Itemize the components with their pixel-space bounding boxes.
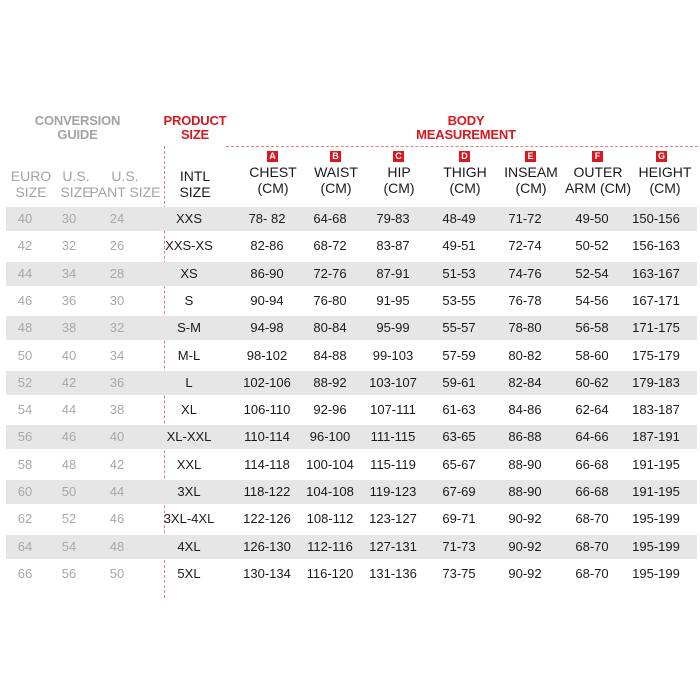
inseam-cell: 72-74 <box>508 238 542 254</box>
thigh-cell: 59-61 <box>442 374 476 390</box>
intl-size-cell: 5XL <box>177 565 201 581</box>
outer-arm-cell: 64-66 <box>575 429 609 445</box>
us-pant-size-cell: 48 <box>109 538 125 554</box>
intl-size-cell: S-M <box>177 320 201 336</box>
inseam-cell: 90-92 <box>508 511 542 527</box>
euro-size-cell: 54 <box>17 402 33 418</box>
height-cell: 163-167 <box>632 265 680 281</box>
inseam-cell: 71-72 <box>508 211 542 226</box>
table-row <box>6 289 697 313</box>
header-us-pant-size: U.S. PANT SIZE <box>89 168 161 200</box>
badge-a: A <box>267 151 278 162</box>
waist-cell: 104-108 <box>306 484 354 499</box>
badge-d: D <box>459 151 470 162</box>
us-size-cell: 50 <box>61 484 77 499</box>
outer-arm-cell: 56-58 <box>575 320 609 336</box>
hip-cell: 83-87 <box>376 238 410 254</box>
intl-size-cell: 3XL-4XL <box>163 511 215 527</box>
hip-cell: 107-111 <box>370 402 416 418</box>
hip-cell: 79-83 <box>376 211 410 226</box>
chest-cell: 114-118 <box>244 456 290 472</box>
us-pant-size-cell: 26 <box>109 238 125 254</box>
badge-b: B <box>330 151 341 162</box>
us-size-cell: 54 <box>61 538 77 554</box>
hip-cell: 123-127 <box>369 511 417 527</box>
us-pant-size-cell: 32 <box>109 320 125 336</box>
hip-cell: 119-123 <box>369 484 417 499</box>
table-row <box>6 562 697 586</box>
outer-arm-cell: 54-56 <box>575 292 609 308</box>
us-pant-size-cell: 36 <box>109 374 125 390</box>
chest-cell: 98-102 <box>246 347 288 363</box>
waist-cell: 116-120 <box>306 565 354 581</box>
outer-arm-cell: 60-62 <box>575 374 609 390</box>
us-size-cell: 56 <box>61 565 77 581</box>
thigh-cell: 51-53 <box>442 265 476 281</box>
table-row <box>6 453 697 477</box>
conversion-guide-title: CONVERSION GUIDE <box>34 113 121 142</box>
intl-size-cell: XS <box>180 265 198 281</box>
chest-cell: 94-98 <box>250 320 284 336</box>
us-pant-size-cell: 28 <box>109 265 125 281</box>
header-waist: WAIST (CM) <box>314 164 358 196</box>
hip-cell: 111-115 <box>370 429 416 445</box>
height-cell: 187-191 <box>632 429 680 445</box>
euro-size-cell: 42 <box>17 238 33 254</box>
us-size-cell: 32 <box>61 238 77 254</box>
euro-size-cell: 52 <box>17 374 33 390</box>
body-measurement-divider <box>226 146 698 147</box>
height-cell: 175-179 <box>632 347 680 363</box>
intl-size-cell: XL <box>181 402 197 418</box>
badge-e: E <box>525 151 536 162</box>
chest-cell: 82-86 <box>250 238 284 254</box>
table-row <box>6 480 697 504</box>
inseam-cell: 86-88 <box>508 429 542 445</box>
chest-cell: 106-110 <box>243 402 291 418</box>
euro-size-cell: 50 <box>17 347 33 363</box>
height-cell: 195-199 <box>632 538 680 554</box>
us-size-cell: 30 <box>61 211 77 226</box>
height-cell: 195-199 <box>632 511 680 527</box>
thigh-cell: 63-65 <box>442 429 476 445</box>
height-cell: 156-163 <box>632 238 680 254</box>
inseam-cell: 88-90 <box>508 456 542 472</box>
thigh-cell: 61-63 <box>442 402 476 418</box>
hip-cell: 103-107 <box>369 374 417 390</box>
chest-cell: 110-114 <box>244 429 290 445</box>
waist-cell: 96-100 <box>309 429 351 445</box>
hip-cell: 131-136 <box>369 565 417 581</box>
us-pant-size-cell: 42 <box>109 456 125 472</box>
chest-cell: 102-106 <box>243 374 291 390</box>
intl-size-cell: 3XL <box>177 484 201 499</box>
hip-cell: 99-103 <box>372 347 414 363</box>
inseam-cell: 78-80 <box>508 320 542 336</box>
inseam-cell: 84-86 <box>508 402 542 418</box>
table-row <box>6 207 697 231</box>
header-intl-size: INTL SIZE <box>179 168 211 200</box>
us-size-cell: 42 <box>61 374 77 390</box>
intl-size-cell: XXL <box>176 456 202 472</box>
us-size-cell: 46 <box>61 429 77 445</box>
header-euro-size: EURO SIZE <box>10 168 52 200</box>
euro-size-cell: 44 <box>17 265 33 281</box>
chest-cell: 126-130 <box>243 538 291 554</box>
euro-size-cell: 58 <box>17 456 33 472</box>
intl-size-cell: 4XL <box>177 538 201 554</box>
waist-cell: 108-112 <box>306 511 354 527</box>
euro-size-cell: 40 <box>17 211 33 226</box>
euro-size-cell: 62 <box>17 511 33 527</box>
table-row <box>6 234 697 258</box>
outer-arm-cell: 68-70 <box>575 511 609 527</box>
us-size-cell: 38 <box>61 320 77 336</box>
table-row <box>6 425 697 449</box>
thigh-cell: 48-49 <box>442 211 476 226</box>
height-cell: 183-187 <box>632 402 680 418</box>
thigh-cell: 71-73 <box>442 538 476 554</box>
hip-cell: 87-91 <box>376 265 410 281</box>
header-thigh: THIGH (CM) <box>443 164 487 196</box>
header-us-size: U.S. SIZE <box>60 168 92 200</box>
us-pant-size-cell: 44 <box>109 484 125 499</box>
euro-size-cell: 66 <box>17 565 33 581</box>
euro-size-cell: 48 <box>17 320 33 336</box>
us-size-cell: 52 <box>61 511 77 527</box>
intl-size-cell: L <box>185 374 193 390</box>
thigh-cell: 53-55 <box>442 292 476 308</box>
outer-arm-cell: 66-68 <box>575 456 609 472</box>
waist-cell: 92-96 <box>313 402 347 418</box>
outer-arm-cell: 66-68 <box>575 484 609 499</box>
inseam-cell: 80-82 <box>508 347 542 363</box>
us-pant-size-cell: 34 <box>109 347 125 363</box>
height-cell: 167-171 <box>632 292 680 308</box>
table-row <box>6 535 697 559</box>
body-measurement-title: BODY MEASUREMENT <box>416 113 516 142</box>
header-chest: CHEST (CM) <box>249 164 297 196</box>
thigh-cell: 57-59 <box>442 347 476 363</box>
header-outer-arm: OUTER ARM (CM) <box>564 164 632 196</box>
header-inseam: INSEAM (CM) <box>504 164 558 196</box>
outer-arm-cell: 52-54 <box>575 265 609 281</box>
chest-cell: 86-90 <box>250 265 284 281</box>
us-pant-size-cell: 30 <box>109 292 125 308</box>
thigh-cell: 65-67 <box>442 456 476 472</box>
table-row <box>6 316 697 340</box>
height-cell: 191-195 <box>632 484 680 499</box>
us-pant-size-cell: 24 <box>109 211 125 226</box>
inseam-cell: 90-92 <box>508 565 542 581</box>
intl-size-cell: M-L <box>177 347 201 363</box>
chest-cell: 130-134 <box>243 565 291 581</box>
inseam-cell: 76-78 <box>508 292 542 308</box>
euro-size-cell: 46 <box>17 292 33 308</box>
thigh-cell: 69-71 <box>442 511 476 527</box>
outer-arm-cell: 49-50 <box>575 211 609 226</box>
thigh-cell: 55-57 <box>442 320 476 336</box>
product-size-title: PRODUCT SIZE <box>163 113 227 142</box>
us-pant-size-cell: 40 <box>109 429 125 445</box>
height-cell: 150-156 <box>632 211 680 226</box>
header-height: HEIGHT (CM) <box>638 164 692 196</box>
hip-cell: 115-119 <box>370 456 416 472</box>
intl-size-cell: XXS <box>175 211 202 226</box>
inseam-cell: 90-92 <box>508 538 542 554</box>
badge-f: F <box>592 151 603 162</box>
us-pant-size-cell: 50 <box>109 565 125 581</box>
euro-size-cell: 56 <box>17 429 33 445</box>
us-size-cell: 36 <box>61 292 77 308</box>
us-pant-size-cell: 38 <box>109 402 125 418</box>
outer-arm-cell: 68-70 <box>575 538 609 554</box>
header-hip: HIP (CM) <box>383 164 415 196</box>
waist-cell: 76-80 <box>313 292 347 308</box>
height-cell: 171-175 <box>632 320 680 336</box>
intl-size-cell: XXS-XS <box>165 238 213 254</box>
badge-c: C <box>393 151 404 162</box>
table-row <box>6 398 697 422</box>
table-row <box>6 344 697 368</box>
inseam-cell: 74-76 <box>508 265 542 281</box>
outer-arm-cell: 62-64 <box>575 402 609 418</box>
waist-cell: 112-116 <box>307 538 353 554</box>
us-size-cell: 44 <box>61 402 77 418</box>
hip-cell: 91-95 <box>376 292 410 308</box>
us-size-cell: 48 <box>61 456 77 472</box>
inseam-cell: 82-84 <box>508 374 542 390</box>
outer-arm-cell: 58-60 <box>575 347 609 363</box>
thigh-cell: 73-75 <box>442 565 476 581</box>
waist-cell: 84-88 <box>313 347 347 363</box>
hip-cell: 95-99 <box>376 320 410 336</box>
waist-cell: 68-72 <box>313 238 347 254</box>
height-cell: 195-199 <box>632 565 680 581</box>
chest-cell: 118-122 <box>243 484 291 499</box>
inseam-cell: 88-90 <box>508 484 542 499</box>
hip-cell: 127-131 <box>369 538 417 554</box>
intl-size-cell: XL-XXL <box>166 429 212 445</box>
chest-cell: 78- 82 <box>248 211 286 226</box>
badge-g: G <box>657 151 665 161</box>
outer-arm-cell: 68-70 <box>575 565 609 581</box>
table-row <box>6 262 697 286</box>
us-pant-size-cell: 46 <box>109 511 125 527</box>
chest-cell: 122-126 <box>243 511 291 527</box>
thigh-cell: 67-69 <box>442 484 476 499</box>
height-cell: 191-195 <box>632 456 680 472</box>
chest-cell: 90-94 <box>250 292 284 308</box>
height-cell: 179-183 <box>632 374 680 390</box>
outer-arm-cell: 50-52 <box>575 238 609 254</box>
euro-size-cell: 60 <box>17 484 33 499</box>
us-size-cell: 34 <box>61 265 77 281</box>
intl-size-cell: S <box>184 292 194 308</box>
waist-cell: 72-76 <box>313 265 347 281</box>
waist-cell: 88-92 <box>313 374 347 390</box>
table-row <box>6 371 697 395</box>
waist-cell: 100-104 <box>306 456 354 472</box>
table-row <box>6 507 697 531</box>
us-size-cell: 40 <box>61 347 77 363</box>
waist-cell: 80-84 <box>313 320 347 336</box>
thigh-cell: 49-51 <box>442 238 476 254</box>
euro-size-cell: 64 <box>17 538 33 554</box>
waist-cell: 64-68 <box>313 211 347 226</box>
